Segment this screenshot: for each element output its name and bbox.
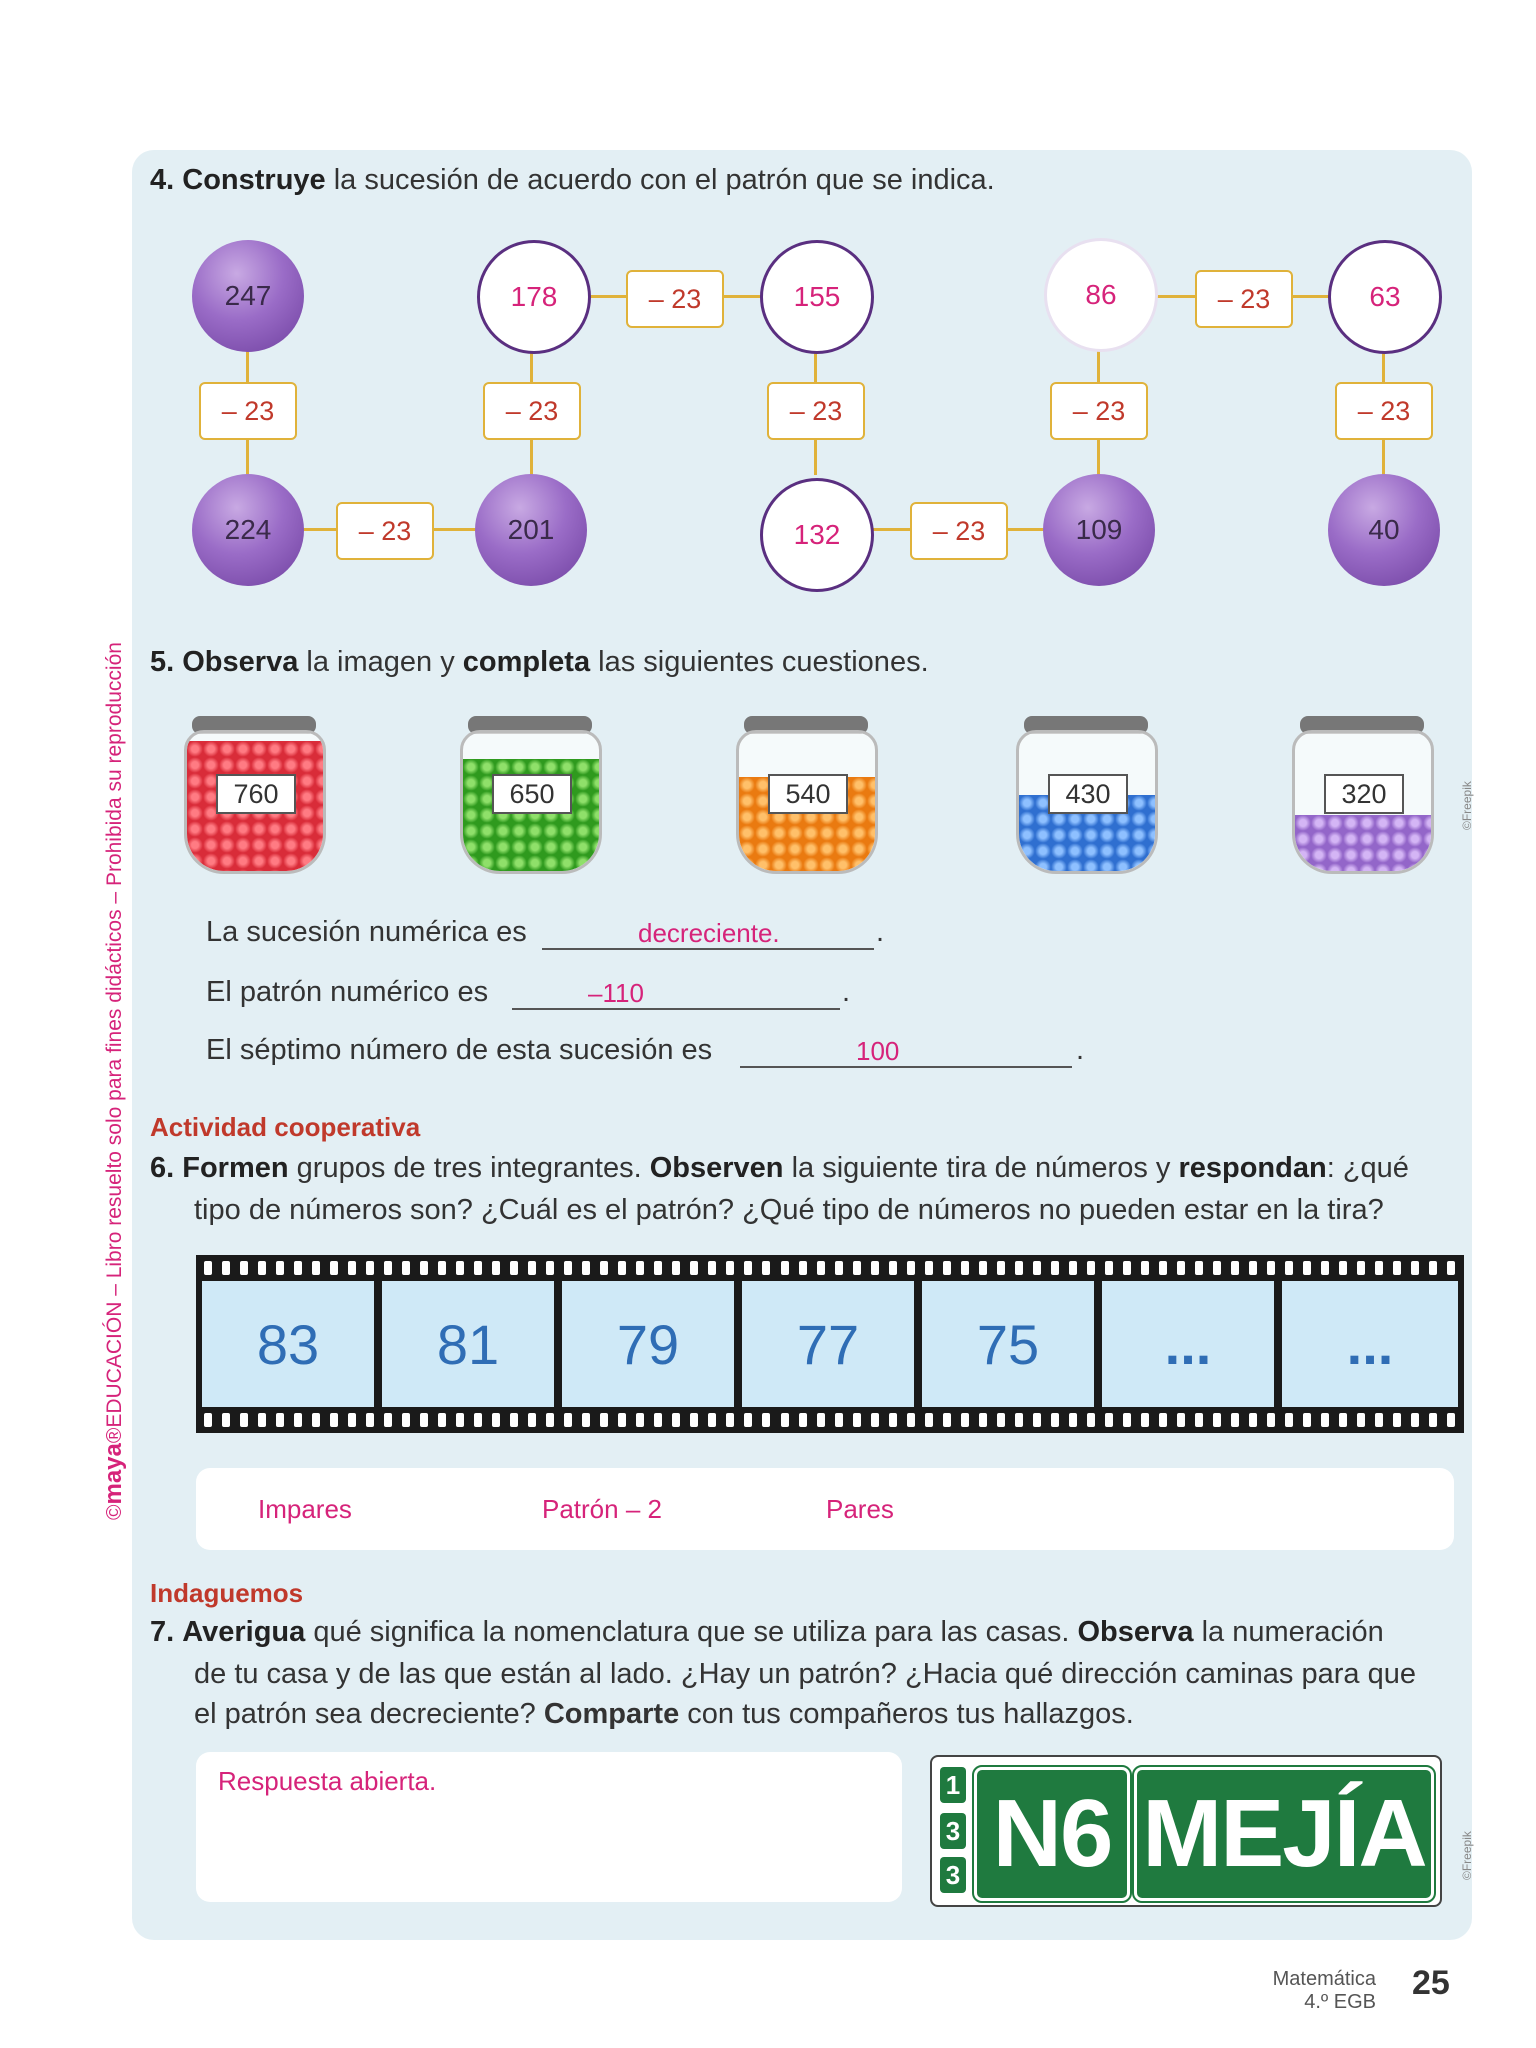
sequence-ball-answer: 63	[1328, 240, 1442, 354]
sequence-ball: 40	[1328, 474, 1440, 586]
answer-text: Impares	[258, 1494, 352, 1524]
q5-line-2: El patrón numérico es	[206, 976, 489, 1008]
film-frame: ...	[1282, 1281, 1458, 1407]
section-title: Indaguemos	[150, 1578, 304, 1608]
q7-instruction: 7. Averigua qué significa la nomenclatura que se utiliza para las casas. Observa la numeración	[150, 1616, 1384, 1648]
sequence-ball: 109	[1043, 474, 1155, 586]
q6-answer-box	[196, 1468, 1454, 1550]
answer-text: –110	[588, 978, 644, 1008]
operation-box: – 23	[483, 382, 581, 440]
operation-box: – 23	[626, 270, 724, 328]
operation-box: – 23	[336, 502, 434, 560]
film-frame: 79	[562, 1281, 734, 1407]
answer-text: 100	[856, 1036, 900, 1066]
footer-subject: Matemática 4.º EGB	[1272, 1968, 1376, 2013]
sequence-ball: 247	[192, 240, 304, 352]
sequence-ball: 224	[192, 474, 304, 586]
q7-answer-box	[196, 1752, 902, 1902]
q5-line-1: La sucesión numérica es	[206, 916, 527, 948]
jar: 320	[1292, 716, 1432, 871]
operation-box: – 23	[1335, 382, 1433, 440]
q5-line-3: El séptimo número de esta sucesión es	[206, 1034, 713, 1066]
jar: 650	[460, 716, 600, 871]
sequence-ball-answer: 178	[477, 240, 591, 354]
sequence-ball-answer: 132	[760, 478, 874, 592]
answer-text: decreciente.	[638, 918, 780, 948]
film-frame: 81	[382, 1281, 554, 1407]
film-frame: ...	[1102, 1281, 1274, 1407]
q6-instruction: 6. Formen grupos de tres integrantes. Observen la siguiente tira de números y respondan: ¿qué	[150, 1152, 1409, 1184]
jar: 430	[1016, 716, 1156, 871]
answer-text: Respuesta abierta.	[218, 1766, 437, 1796]
jar: 760	[184, 716, 324, 871]
q6-instruction-line2: tipo de números son? ¿Cuál es el patrón? ¿Qué tipo de números no pueden estar en la tira?	[194, 1194, 1384, 1226]
brand-logo: maya	[100, 1443, 127, 1505]
film-frame: 83	[202, 1281, 374, 1407]
image-credit: ©Freepik	[1460, 1831, 1474, 1880]
section-title: Actividad cooperativa	[150, 1112, 421, 1142]
film-frame: 77	[742, 1281, 914, 1407]
operation-box: – 23	[1195, 270, 1293, 328]
sequence-ball: 201	[475, 474, 587, 586]
street-sign: 1 3 3 N6 MEJÍA	[930, 1755, 1442, 1907]
q5-instruction: 5. Observa la imagen y completa las siguientes cuestiones.	[150, 646, 929, 678]
sequence-ball-answer: 86	[1044, 238, 1158, 352]
side-copyright: ©maya®EDUCACIÓN – Libro resuelto solo para fines didácticos – Prohibida su reproducción	[100, 642, 127, 1520]
q7-instruction-line2: de tu casa y de las que están al lado. ¿Hay un patrón? ¿Hacia qué dirección caminas para que	[194, 1658, 1416, 1690]
q4-instruction: 4. Construye la sucesión de acuerdo con el patrón que se indica.	[150, 164, 995, 196]
answer-text: Pares	[826, 1494, 894, 1524]
answer-text: Patrón – 2	[542, 1494, 662, 1524]
sequence-ball-answer: 155	[760, 240, 874, 354]
operation-box: – 23	[199, 382, 297, 440]
operation-box: – 23	[1050, 382, 1148, 440]
image-credit: ©Freepik	[1460, 781, 1474, 830]
operation-box: – 23	[767, 382, 865, 440]
number-filmstrip	[196, 1255, 1464, 1433]
film-frame: 75	[922, 1281, 1094, 1407]
sign-code: N6	[974, 1767, 1130, 1901]
sign-street: MEJÍA	[1134, 1767, 1434, 1901]
operation-box: – 23	[910, 502, 1008, 560]
jar: 540	[736, 716, 876, 871]
q7-instruction-line3: el patrón sea decreciente? Comparte con tus compañeros tus hallazgos.	[194, 1698, 1134, 1730]
page-number: 25	[1412, 1964, 1450, 2002]
